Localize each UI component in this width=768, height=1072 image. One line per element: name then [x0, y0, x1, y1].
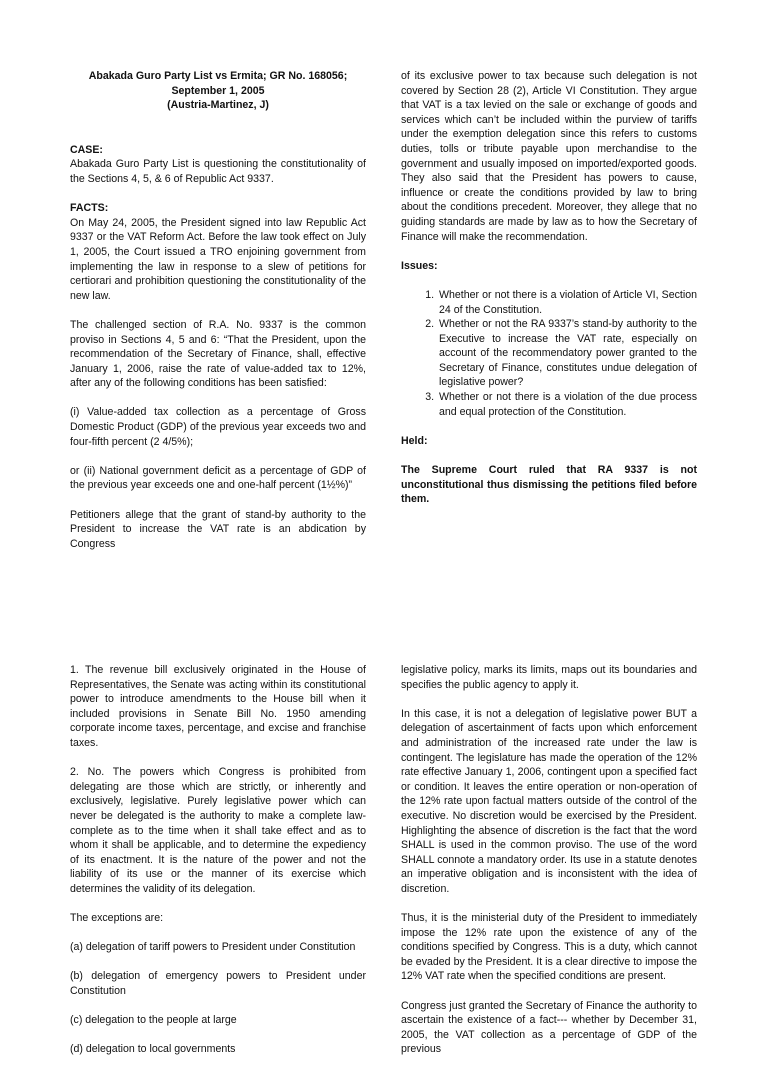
page1-right-column — [401, 69, 697, 521]
exception-b: (b) delegation of emergency powers to President under Constitution — [70, 970, 366, 998]
facts-heading: FACTS: — [70, 202, 109, 215]
facts-continued-paragraph: of its exclusive power to tax because such delegation is not covered by Section 28 (2), Article VI Constitution. They argue that VAT is a tax levied on the sale or exchange of goods and services which can’t be included within the purview of tariffs under the exemption delegation since this refers to customs duties, tolls or tribute payable upon merchandise to the government and usually imposed on imported/exported goods. They also said that the President has powers to cause, influence or create the conditions provided by law to bring about the conditions precedent. Moreover, they allege that no guiding standards are made by law as to how the Secretary of Finance will make the recommendation. — [401, 70, 697, 243]
ruling-continued-paragraph-3: Thus, it is the ministerial duty of the President to immediately impose the 12% rate upon the existence of any of the conditions specified by Congress. This is a duty, which cannot be evaded by the President. It is a clear directive to impose the 12% VAT rate when the specified conditions are present. — [401, 912, 697, 983]
case-title-line-3: (Austria-Martinez, J) — [167, 99, 269, 112]
case-title — [70, 69, 366, 113]
exception-c: (c) delegation to the people at large — [70, 1014, 237, 1027]
facts-paragraph-5: Petitioners allege that the grant of stand-by authority to the President to increase the VAT rate is an abdication by Congress — [70, 508, 366, 550]
case-title-line-1: Abakada Guro Party List vs Ermita; GR No. 168056; — [88, 70, 348, 82]
facts-paragraph-2: The challenged section of R.A. No. 9337 is the common proviso in Sections 4, 5 and 6: “That the President, upon the recommendation of the Secretary of Finance, shall, effective January 1, 2006, raise the rate of value-added tax to 12%, after any of the following conditions has been satisfied: — [70, 318, 366, 390]
page1-left-column — [70, 69, 366, 566]
page2-right-column — [401, 663, 697, 1072]
issue-item: 2. Whether or not the RA 9337’s stand-by authority to the Executive to increase the VAT rate, especially on account of the recommendatory power granted to the Secretary of Finance, constitutes undue delegation of legislative power? — [437, 317, 697, 390]
held-heading: Held: — [401, 434, 428, 447]
issue-item: 1. Whether or not there is a violation of Article VI, Section 24 of the Constitution. — [437, 288, 697, 317]
facts-paragraph-1: On May 24, 2005, the President signed into law Republic Act 9337 or the VAT Reform Act. Before the law took effect on July 1, 2005, the Court issued a TRO enjoining government from implementing the law in response to a slew of petitions for certiorari and prohibition questioning the constitutionality of the new law. — [70, 216, 366, 302]
ruling-continued-paragraph-2: In this case, it is not a delegation of legislative power BUT a delegation of ascertainment of facts upon which enforcement and administration of the increased rate under the law is contingent. The legislature has made the operation of the 12% rate effective January 1, 2006, contingent upon a specified fact or condition. It leaves the entire operation or non-operation of the 12% rate upon factual matters outside of the control of the executive. No discretion would be exercised by the President. Highlighting the absence of discretion is the fact that the word SHALL is used in the common proviso. The use of the word SHALL connote a mandatory order. Its use in a statute denotes an imperative obligation and is inconsistent with the idea of discretion. — [401, 707, 697, 895]
exception-a: (a) delegation of tariff powers to President under Constitution — [70, 941, 356, 954]
ruling-paragraph-1: 1. The revenue bill exclusively originated in the House of Representatives, the Senate was acting within its constitutional power to introduce amendments to the House bill when it included provisions in Senate Bill No. 1950 amending corporate income taxes, percentage, and excise and franchise taxes. — [70, 664, 366, 749]
ruling-continued-paragraph-1: legislative policy, marks its limits, maps out its boundaries and specifies the public agency to apply it. — [401, 664, 697, 691]
case-title-line-2: September 1, 2005 — [171, 84, 265, 97]
page2-left-column — [70, 663, 366, 1072]
issue-item: 3. Whether or not there is a violation of the due process and equal protection of the Constitution. — [437, 390, 697, 419]
ruling-continued-paragraph-4: Congress just granted the Secretary of Finance the authority to ascertain the existence of a fact--- whether by December 31, 2005, the VAT collection as a percentage of GDP of the previous — [401, 999, 697, 1056]
held-text: The Supreme Court ruled that RA 9337 is not unconstitutional thus dismissing the petitions filed before them. — [401, 464, 697, 506]
exceptions-heading: The exceptions are: — [70, 912, 164, 925]
facts-paragraph-3: (i) Value-added tax collection as a percentage of Gross Domestic Product (GDP) of the previous year exceeds two and four-fifth percent (2 4/5%); — [70, 406, 366, 448]
issues-list — [401, 288, 697, 419]
ruling-paragraph-2: 2. No. The powers which Congress is prohibited from delegating are those which are strictly, or inherently and exclusively, legislative. Purely legislative power which can never be delegated is the authority to make a complete law- complete as to the time when it shall take effect and as to whom it shall be applicable, and to determine the expediency of its enactment. It is the nature of the power and not the liability of its use or the manner of its exercise which determines the validity of its delegation. — [70, 766, 366, 895]
issues-heading: Issues: — [401, 259, 438, 272]
case-heading: CASE: — [70, 143, 103, 156]
facts-paragraph-4: or (ii) National government deficit as a percentage of GDP of the previous year exceeds one and one-half percent (1½%)” — [70, 464, 366, 492]
exception-d: (d) delegation to local governments — [70, 1043, 236, 1056]
case-text: Abakada Guro Party List is questioning the constitutionality of the Sections 4, 5, & 6 of Republic Act 9337. — [70, 158, 366, 185]
